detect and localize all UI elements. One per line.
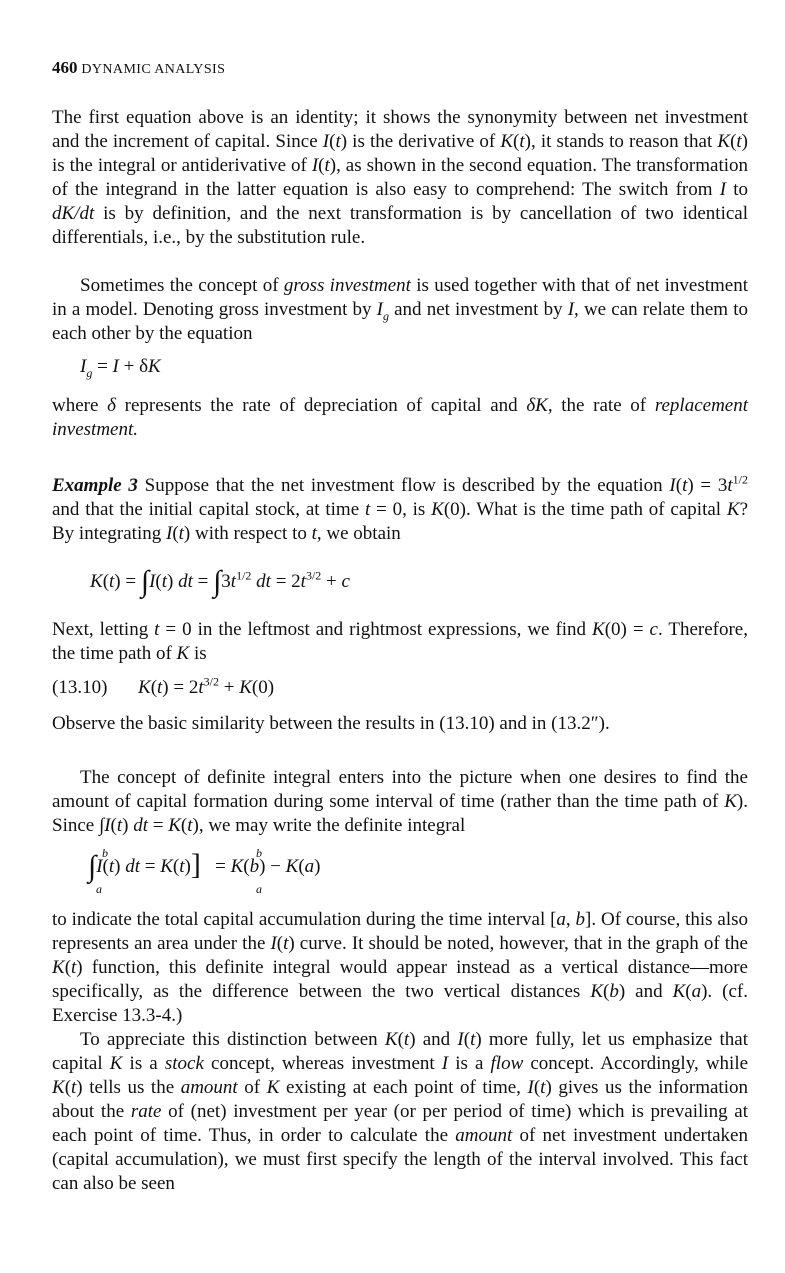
text: and net investment by — [388, 299, 568, 320]
text: existing at each point of time, — [279, 1077, 528, 1098]
text: , we can relate them to each other by the equation — [52, 299, 748, 344]
text: The first equation above is an identity; it shows the synonymity between net investment and the increment of capital. Since — [52, 107, 748, 152]
emphasis-flow: flow — [490, 1053, 524, 1074]
paragraph-capital-accumulation: to indicate the total capital accumulation during the time interval [a, b]. Of course, this also represents an area under the I(t) curve. It should be noted, however, that in the graph of the K(t) function, this definite integral would appear instead as a vertical distance—more specifically, as the difference between the two vertical distances K(b) and K(a). (cf. Exercise 13.3-4.) — [52, 909, 748, 1026]
text: concept. Accordingly, while — [523, 1053, 749, 1074]
paragraph-gross-investment: Sometimes the concept of gross investment is used together with that of net investment in a model. Denoting gross investment by $I_g$ and net investment by I, we can relate them to each other by the equation — [52, 275, 748, 344]
emphasis-amount: amount — [180, 1077, 238, 1098]
text: , it stands to reason that — [530, 131, 718, 152]
paragraph-stock-flow: To appreciate this distinction between K(t) and I(t) more fully, let us emphasize that capital K is a stock concept, whereas investment I is a flow concept. Accordingly, while K(t) tells us the amount of K existing at each point of time, I(t) gives us the information about the rate of (net) investment per year (or per period of time) which is prevailing at each point of time. Thus, in order to calculate the amount of net investment undertaken (capital accumulation), we must first specify the length of the interval involved. This fact can also be seen — [52, 1029, 749, 1194]
text: . What is the time path of capital — [465, 499, 727, 520]
emphasis-replacement-investment: replacement investment. — [52, 395, 749, 440]
text: ? By integrating — [52, 499, 748, 544]
emphasis-stock: stock — [164, 1053, 204, 1074]
text: , we may write the definite integral — [198, 815, 466, 836]
text: represents the rate of depreciation of capital and — [115, 395, 527, 416]
text: is used together with that of net investment in a model. Denoting gross investment by — [52, 275, 748, 320]
text: , the rate of — [547, 395, 655, 416]
text: of (net) investment per year (or per period of time) which is prevailing at each point of time. Thus, in order to calculate the — [52, 1101, 748, 1146]
paragraph-observe: Observe the basic similarity between the results in (13.10) and in (13.2″). — [52, 713, 610, 734]
text: to — [726, 179, 748, 200]
paragraph-identity: The first equation above is an identity; it shows the synonymity between net investment and the increment of capital. Since I(t) is the derivative of K(t), it stands to reason that K(t) is the integral or antiderivative of I(t), as shown in the second equation. The transformation of the integrand in the latter equation is also easy to comprehend: The switch from I to dK/dt is by definition, and the next transformation is by cancellation of two identical differentials, i.e., by the substitution rule. — [52, 107, 748, 248]
text: with respect to — [190, 523, 312, 544]
text: is the derivative of — [347, 131, 501, 152]
equation-gross-investment: $I_g = I + \delta K$ — [80, 356, 161, 380]
text: is the integral or antiderivative of — [52, 155, 312, 176]
equation-definite-integral: b a b a ∫I(t) dt = K(t)] = K(b) − K(a) — [88, 846, 321, 896]
paragraph-next-letting: Next, letting t = 0 in the leftmost and rightmost expressions, we find K(0) = c. Therefore, the time path of K is — [52, 619, 748, 664]
text: and — [415, 1029, 458, 1050]
text: . Of course, this also represents an area under the — [52, 909, 748, 954]
paragraph-depreciation: where δ represents the rate of depreciation of capital and δK, the rate of replacement investment. — [52, 395, 749, 440]
text: To appreciate this distinction between — [80, 1029, 385, 1050]
text: more fully, let us emphasize that capital — [52, 1029, 748, 1074]
text: is by definition, and the next transformation is by cancellation of two identical differentials, i.e., by the substitution rule. — [52, 203, 748, 248]
text: of net investment undertaken (capital accumulation), we must first specify the length of the interval involved. This fact can also be seen — [52, 1125, 748, 1194]
text: , as shown in the second equation. The transformation of the integrand in the latter equation is also easy to comprehend: The switch from — [52, 155, 748, 200]
text: . (cf. Exercise 13.3-4.) — [52, 981, 748, 1026]
text: curve. It should be noted, however, that in the graph of the — [294, 933, 748, 954]
text: Suppose that the net investment flow is described by the equation — [137, 475, 670, 496]
text: The concept of definite integral enters into the picture when one desires to find the amount of capital formation during some interval of time (rather than the time path of — [52, 767, 748, 812]
example-label: Example 3 — [52, 475, 138, 496]
text: is — [189, 643, 207, 664]
text: is a — [122, 1053, 165, 1074]
text: Next, letting — [52, 619, 155, 640]
equation-indefinite-integral: K(t) = ∫I(t) dt = $\int 3t^{1/2}$ dt = $2t^{3/2} + c$ — [90, 565, 350, 598]
text: to indicate the total capital accumulation during the time interval — [52, 909, 551, 930]
emphasis-rate: rate — [130, 1101, 162, 1122]
text: where — [52, 395, 108, 416]
text: Sometimes the concept of — [80, 275, 284, 296]
text: . Therefore, the time path of — [52, 619, 748, 664]
text: ). Since — [52, 791, 748, 836]
text: gives us the information about the — [52, 1077, 748, 1122]
running-header — [52, 58, 748, 78]
text: and that the initial capital stock, at time — [52, 499, 365, 520]
text: , is — [402, 499, 432, 520]
text: of — [237, 1077, 267, 1098]
text: and — [625, 981, 673, 1002]
page-number: 460 — [52, 58, 78, 77]
text: in the leftmost and rightmost expressions, we find — [191, 619, 593, 640]
paragraph-definite-integral: The concept of definite integral enters into the picture when one desires to find the amount of capital formation during some interval of time (rather than the time path of K). Since ∫I(t) dt = K(t), we may write the definite integral — [52, 767, 748, 836]
text: concept, whereas investment — [203, 1053, 442, 1074]
text: is a — [448, 1053, 491, 1074]
text: tells us the — [82, 1077, 181, 1098]
emphasis-gross-investment: gross investment — [283, 275, 411, 296]
running-title: DYNAMIC ANALYSIS — [81, 62, 226, 77]
text: , we obtain — [316, 523, 401, 544]
emphasis-amount-2: amount — [455, 1125, 513, 1146]
text: function, this definite integral would appear instead as a vertical distance—more specifically, as the difference between the two vertical distances — [52, 957, 748, 1002]
math-I-t: I — [322, 131, 330, 152]
equation-number: (13.10) — [52, 677, 108, 698]
equation-13-10: (13.10) $K(t) = 2t^{3/2} + K(0)$ — [52, 675, 748, 701]
example-3: Example 3 Suppose that the net investment flow is described by the equation $I(t) = 3t^{1/2}$ and that the initial capital stock, at time t = 0, is K(0). What is the time path of capital K? By integrating I(t) with respect to t, we obtain — [52, 472, 748, 544]
